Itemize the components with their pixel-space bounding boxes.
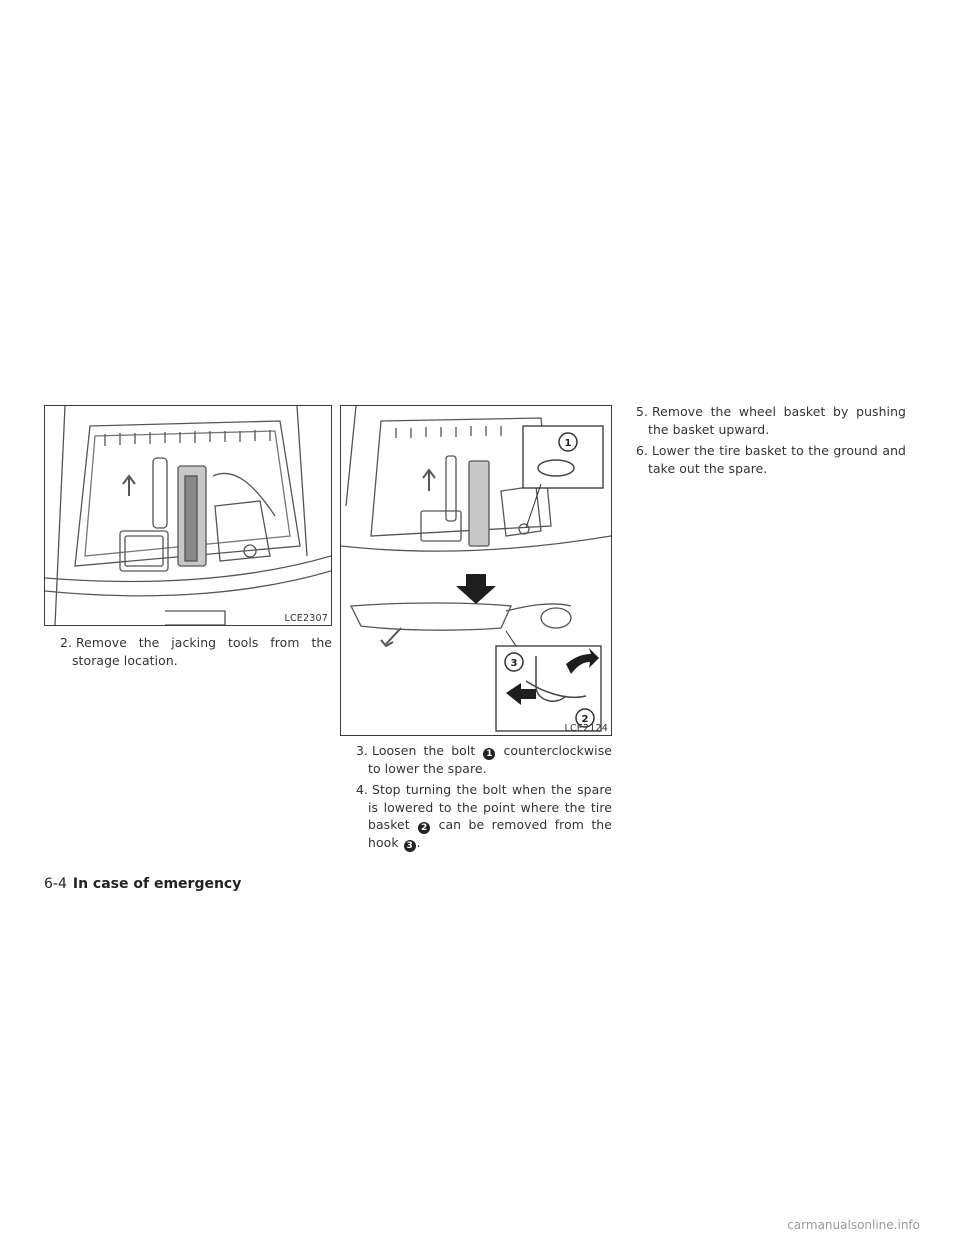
page-footer: [44, 876, 241, 892]
step-5: [636, 403, 906, 438]
step-2-number: 2.: [60, 635, 73, 650]
figure-code-lce2124: LCE2124: [564, 723, 608, 734]
step-4: [356, 781, 612, 852]
step-6: [636, 442, 906, 477]
step-3-text-before: Loosen the bolt: [372, 743, 476, 758]
step-2-text: Remove the jacking tools from the storage location.: [72, 635, 332, 668]
step-3-number: 3.: [356, 743, 369, 758]
callout-3-icon: 3: [404, 840, 416, 852]
step-4-text-after: .: [416, 835, 421, 851]
section-title: In case of emergency: [72, 876, 242, 892]
callout-2-icon: 2: [418, 822, 430, 834]
step-5-number: 5.: [636, 404, 649, 419]
step-2: [60, 634, 332, 669]
figure-spare-tire-lowering: [340, 405, 612, 736]
step-4-text-middle: can be removed from the hook: [368, 817, 612, 851]
figure-jack-storage: [44, 405, 332, 626]
svg-text:1: 1: [564, 438, 572, 449]
callout-1-icon: 1: [483, 748, 495, 760]
svg-text:3: 3: [510, 658, 518, 669]
step-3-text-after: counterclockwise to lower the spare.: [368, 743, 612, 776]
page-number: 6-4: [44, 876, 67, 892]
step-4-text-before: Stop turning the bolt when the spare is lowered to the point where the tire basket: [368, 782, 612, 833]
svg-text:2: 2: [581, 714, 589, 725]
step-4-number: 4.: [356, 782, 369, 797]
spare-tire-illustration: [341, 406, 611, 735]
step-5-text: Remove the wheel basket by pushing the basket upward.: [648, 404, 906, 437]
jack-storage-illustration: [45, 406, 331, 625]
figure-code-lce2307: LCE2307: [284, 613, 328, 624]
step-6-text: Lower the tire basket to the ground and take out the spare.: [648, 443, 906, 476]
step-3: [356, 742, 612, 778]
watermark: carmanualsonline.info: [787, 1218, 920, 1232]
step-6-number: 6.: [636, 443, 649, 458]
